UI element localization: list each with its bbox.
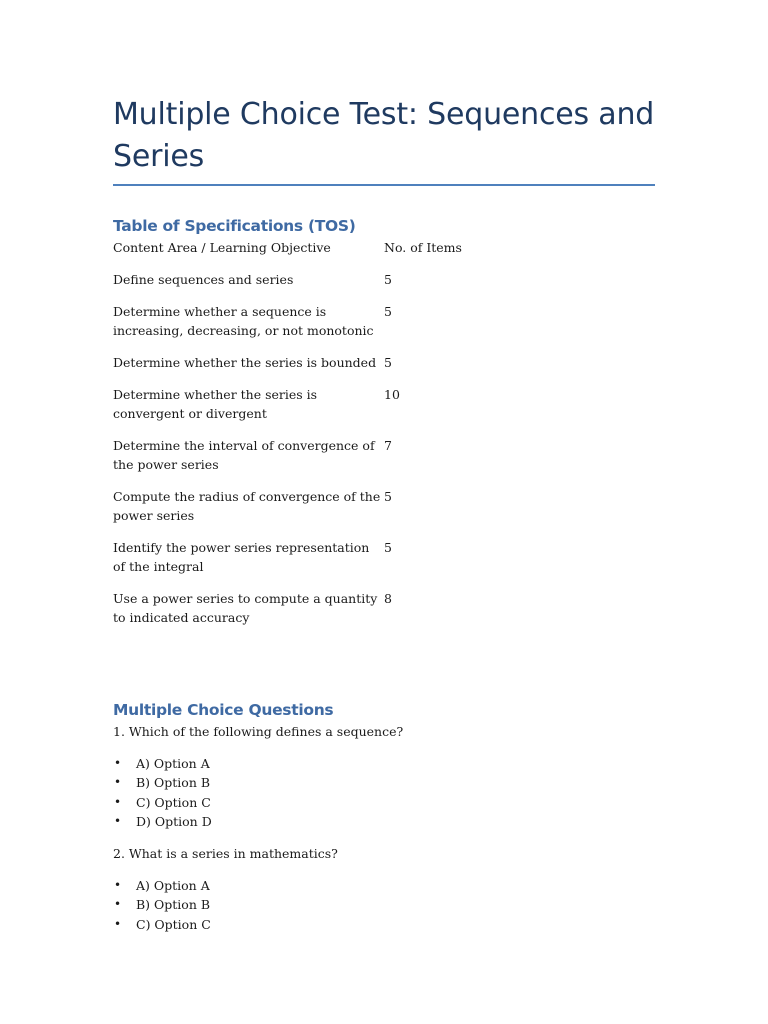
tos-objective: Determine whether the series is bounded (113, 355, 377, 370)
tos-item-count: 5 (384, 489, 392, 504)
bullet-icon: • (114, 916, 122, 931)
document-title: Multiple Choice Test: Sequences and Series (113, 94, 655, 186)
option-label: A) Option A (136, 878, 210, 894)
tos-objective: Identify the power series representation of the integral (113, 540, 370, 574)
answer-option (113, 876, 655, 895)
option-label: A) Option A (136, 756, 210, 771)
tos-row (113, 270, 584, 302)
document-page (113, 94, 655, 934)
tos-header-row (113, 238, 584, 270)
bullet-icon: • (114, 897, 122, 912)
tos-row (113, 538, 584, 589)
option-label: B) Option B (136, 897, 211, 913)
answer-option (113, 773, 655, 792)
bullet-icon: • (114, 878, 122, 893)
option-list (113, 754, 655, 831)
question-text: 1. Which of the following defines a sequence? (113, 724, 404, 739)
bullet-icon: • (114, 775, 122, 790)
tos-objective: Define sequences and series (113, 272, 294, 287)
tos-objective: Determine whether the series is convergent or divergent (113, 387, 318, 421)
tos-header-items: No. of Items (384, 240, 462, 255)
option-label: C) Option C (136, 916, 211, 932)
answer-option (113, 754, 655, 773)
question-text: 2. What is a series in mathematics? (113, 846, 338, 862)
answer-option (113, 915, 655, 934)
answer-option (113, 812, 655, 831)
tos-table (113, 238, 584, 640)
tos-heading: Table of Specifications (TOS) (113, 217, 356, 235)
mcq-heading: Multiple Choice Questions (113, 701, 334, 719)
answer-option (113, 895, 655, 914)
option-label: B) Option B (136, 775, 211, 791)
tos-item-count: 8 (384, 591, 392, 606)
bullet-icon: • (114, 794, 122, 809)
option-label: C) Option C (136, 794, 211, 810)
tos-row (113, 436, 584, 487)
tos-item-count: 5 (384, 304, 392, 319)
bullet-icon: • (114, 756, 122, 770)
tos-row (113, 353, 584, 385)
tos-row (113, 487, 584, 538)
option-list (113, 876, 655, 934)
tos-objective: Compute the radius of convergence of the power series (113, 489, 381, 523)
answer-option (113, 793, 655, 812)
tos-objective: Determine the interval of convergence of the power series (113, 438, 375, 472)
tos-item-count: 7 (384, 438, 392, 453)
question-list (113, 722, 655, 934)
tos-row (113, 385, 584, 436)
tos-item-count: 5 (384, 540, 392, 555)
tos-row (113, 302, 584, 353)
tos-item-count: 5 (384, 355, 392, 370)
option-label: D) Option D (136, 813, 212, 829)
tos-row (113, 589, 584, 640)
tos-objective: Determine whether a sequence is increasing, decreasing, or not monotonic (113, 304, 374, 338)
tos-header-objective: Content Area / Learning Objective (113, 240, 331, 255)
bullet-icon: • (114, 813, 122, 828)
tos-item-count: 10 (384, 387, 400, 402)
tos-item-count: 5 (384, 272, 392, 287)
tos-objective: Use a power series to compute a quantity to indicated accuracy (113, 591, 378, 625)
